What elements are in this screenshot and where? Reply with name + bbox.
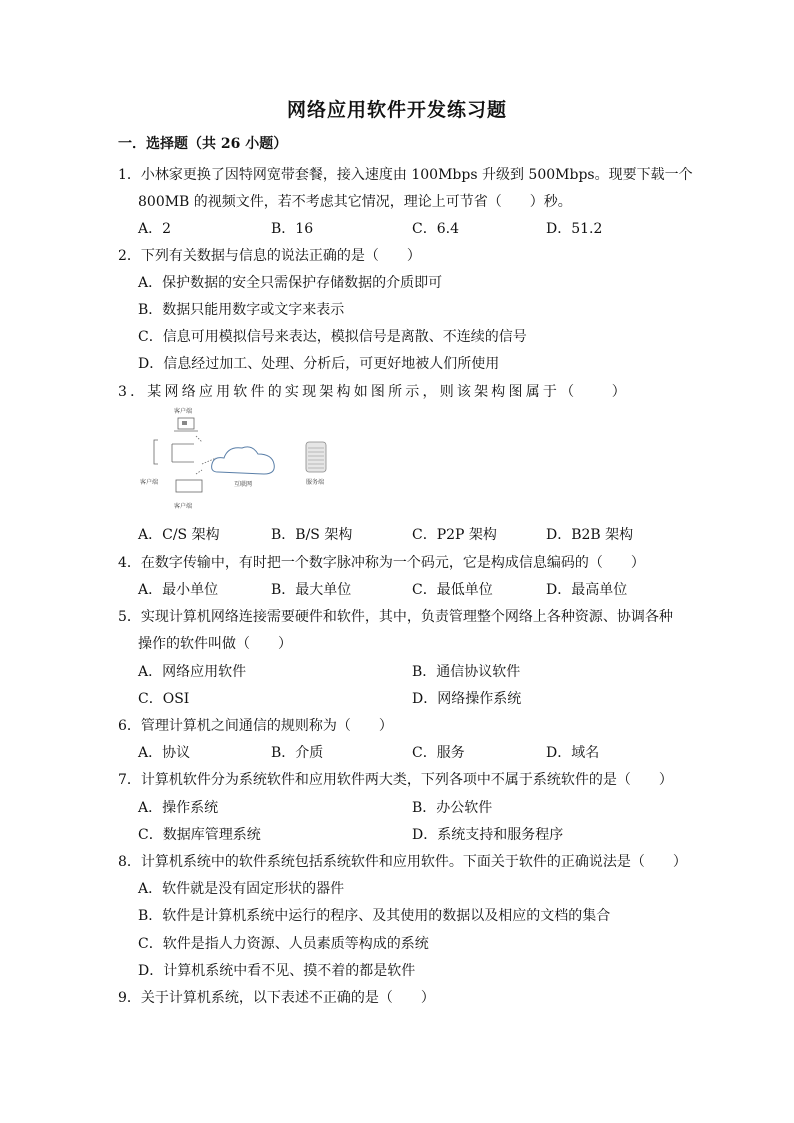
question-7-option-a: A．操作系统 [138, 800, 219, 816]
question-8-option-d: D．计算机系统中看不见、摸不着的都是软件 [138, 963, 416, 979]
question-2-option-a: A．保护数据的安全只需保护存储数据的介质即可 [138, 275, 443, 291]
question-3-option-b: B．B/S 架构 [271, 527, 353, 543]
question-5-stem: 5．实现计算机网络连接需要硬件和软件，其中，负责管理整个网络上各种资源、协调各种 [118, 609, 673, 625]
question-7-stem: 7．计算机软件分为系统软件和应用软件两大类，下列各项中不属于系统软件的是（ ） [118, 772, 673, 788]
question-5-option-c: C．OSI [138, 691, 190, 707]
question-8-option-a: A．软件就是没有固定形状的器件 [138, 881, 345, 897]
question-1-option-b: B．16 [271, 221, 314, 237]
question-7-option-d: D．系统支持和服务程序 [412, 827, 564, 843]
question-6-option-b: B．介质 [271, 745, 324, 761]
page-title: 网络应用软件开发练习题 [286, 99, 507, 121]
question-4-option-d: D．最高单位 [546, 582, 628, 598]
question-6-option-c: C．服务 [412, 745, 465, 761]
internet-cloud-icon [212, 447, 275, 474]
question-4-option-b: B．最大单位 [271, 582, 352, 598]
server-label: 服务端 [306, 479, 325, 486]
question-1-stem-cont: 800MB 的视频文件，若不考虑其它情况，理论上可节省（ ）秒。 [138, 194, 572, 210]
question-8-option-c: C．软件是指人力资源、人员素质等构成的系统 [138, 936, 429, 952]
question-4-option-a: A．最小单位 [138, 582, 219, 598]
question-3-option-d: D．B2B 架构 [546, 527, 634, 543]
section-heading: 一．选择题（共 26 小题） [118, 136, 288, 152]
question-5-option-d: D．网络操作系统 [412, 691, 522, 707]
question-7-option-b: B．办公软件 [412, 800, 493, 816]
question-1-option-d: D．51.2 [546, 221, 603, 237]
internet-label: 互联网 [234, 481, 253, 488]
question-3-stem: 3．某网络应用软件的实现架构如图所示，则该架构图属于（ ） [118, 384, 629, 400]
question-5-option-a: A．网络应用软件 [138, 664, 247, 680]
client-left-label: 客户端 [140, 479, 159, 486]
client-top-label: 客户端 [174, 408, 193, 415]
question-6-stem: 6．管理计算机之间通信的规则称为（ ） [118, 718, 393, 734]
question-5-option-b: B．通信协议软件 [412, 664, 521, 680]
question-2-option-b: B．数据只能用数字或文字来表示 [138, 302, 345, 318]
question-6-option-a: A．协议 [138, 745, 191, 761]
question-3-option-c: C．P2P 架构 [412, 527, 497, 543]
question-2-option-d: D．信息经过加工、处理、分析后，可更好地被人们所使用 [138, 356, 500, 372]
connection-lines [172, 436, 216, 474]
question-2-stem: 2．下列有关数据与信息的说法正确的是（ ） [118, 248, 421, 264]
question-1-stem: 1．小林家更换了因特网宽带套餐，接入速度由 100Mbps 升级到 500Mbps。现要下载一个 [118, 167, 693, 183]
question-2-option-c: C．信息可用模拟信号来表达，模拟信号是离散、不连续的信号 [138, 329, 527, 345]
client-bottom-label: 客户端 [174, 503, 193, 510]
question-4-option-c: C．最低单位 [412, 582, 493, 598]
question-8-stem: 8．计算机系统中的软件系统包括系统软件和应用软件。下面关于软件的正确说法是（ ） [118, 854, 687, 870]
question-5-stem-cont: 操作的软件叫做（ ） [138, 636, 292, 652]
network-architecture-diagram [136, 404, 376, 514]
client-top-icon [174, 418, 198, 431]
client-bottom-icon [176, 480, 202, 492]
question-8-option-b: B．软件是计算机系统中运行的程序、及其使用的数据以及相应的文档的集合 [138, 908, 611, 924]
server-icon [306, 442, 326, 472]
question-7-option-c: C．数据库管理系统 [138, 827, 261, 843]
question-1-option-a: A．2 [138, 221, 172, 237]
question-3-option-a: A．C/S 架构 [138, 527, 220, 543]
question-1-option-c: C．6.4 [412, 221, 459, 237]
question-4-stem: 4．在数字传输中，有时把一个数字脉冲称为一个码元，它是构成信息编码的（ ） [118, 555, 645, 571]
question-6-option-d: D．域名 [546, 745, 600, 761]
client-left-icon [154, 440, 158, 464]
question-9-stem: 9．关于计算机系统，以下表述不正确的是（ ） [118, 990, 435, 1006]
